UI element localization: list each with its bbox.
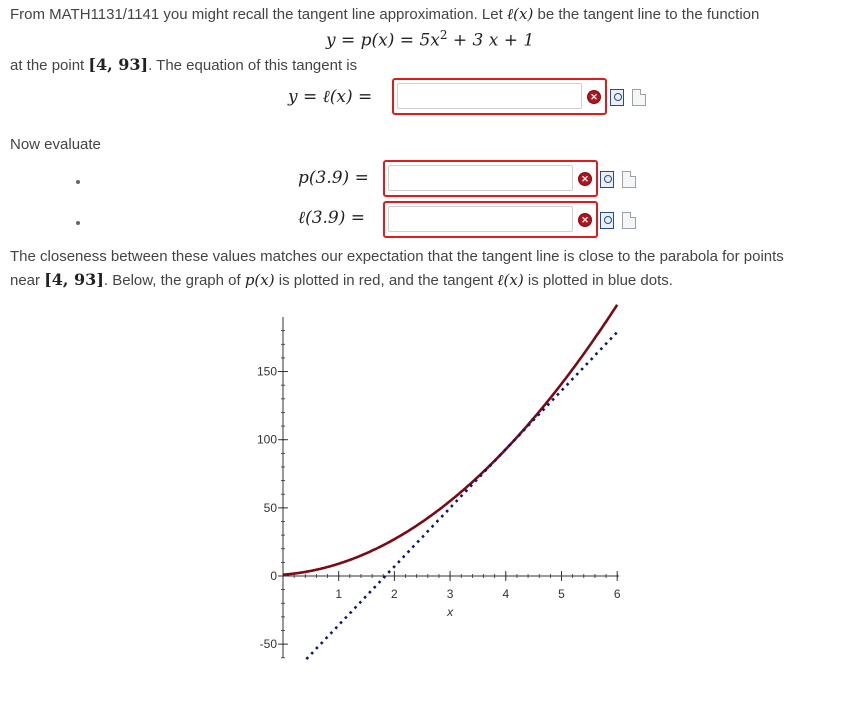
x-tick-label: 5	[558, 587, 565, 601]
point-line: at the point [4, 93]. The equation of this tangent is	[10, 55, 358, 74]
ell-x-symbol: ℓ(x)	[506, 5, 534, 23]
function-equation: $y = p(x) = 5x^2 + 3$ x + 1	[326, 28, 535, 51]
y-tick-label: 150	[256, 364, 277, 379]
point-value: [4, 93]	[88, 55, 149, 74]
parabola-series	[283, 305, 617, 575]
y-tick-label: 50	[263, 500, 277, 515]
now-evaluate-label: Now evaluate	[10, 136, 101, 153]
preview-icon[interactable]	[610, 89, 624, 106]
x-tick-label: 4	[502, 587, 510, 601]
help-icon[interactable]	[622, 171, 636, 188]
preview-icon[interactable]	[600, 212, 614, 229]
tangent-label: y = ℓ(x) =	[288, 87, 373, 107]
y-tick-label: 0	[270, 569, 277, 583]
closeness-line-2: near [4, 93]. Below, the graph of p(x) is plotted in red, and the tangent ℓ(x) is plotted in blue dots.	[10, 270, 673, 289]
error-x-icon: ✕	[579, 173, 591, 185]
closeness-line-1: The closeness between these values matches our expectation that the tangent line is close to the parabola for points	[10, 248, 784, 265]
eval-input-ell[interactable]	[388, 206, 573, 232]
intro-line: From MATH1131/1141 you might recall the tangent line approximation. Let ℓ(x) be the tangent line to the function	[10, 5, 760, 23]
eval-input-p[interactable]	[388, 165, 573, 191]
x-tick-label: 6	[613, 587, 621, 601]
eval-answer-box-p	[383, 160, 598, 197]
tangent-input[interactable]	[397, 83, 582, 109]
tangent-answer-box	[392, 78, 607, 115]
tangent-line-series	[306, 332, 617, 659]
help-icon[interactable]	[622, 212, 636, 229]
y-tick-label: 100	[256, 432, 277, 447]
x-tick-label: 3	[446, 587, 454, 601]
eval-answer-box-ell	[383, 201, 598, 238]
x-tick-label: 2	[391, 587, 398, 601]
y-tick-label: -50	[259, 637, 277, 652]
eval-label-ell: ℓ(3.9) =	[298, 208, 366, 228]
bullet	[76, 180, 80, 184]
preview-icon[interactable]	[600, 171, 614, 188]
eval-label-p: p(3.9) =	[298, 168, 369, 188]
bullet	[76, 221, 80, 225]
x-tick-label: 1	[335, 587, 343, 601]
plot-chart	[0, 300, 842, 700]
help-icon[interactable]	[632, 89, 646, 106]
x-axis-label: x	[447, 605, 454, 619]
error-x-icon: ✕	[579, 214, 591, 226]
error-x-icon: ✕	[588, 91, 600, 103]
